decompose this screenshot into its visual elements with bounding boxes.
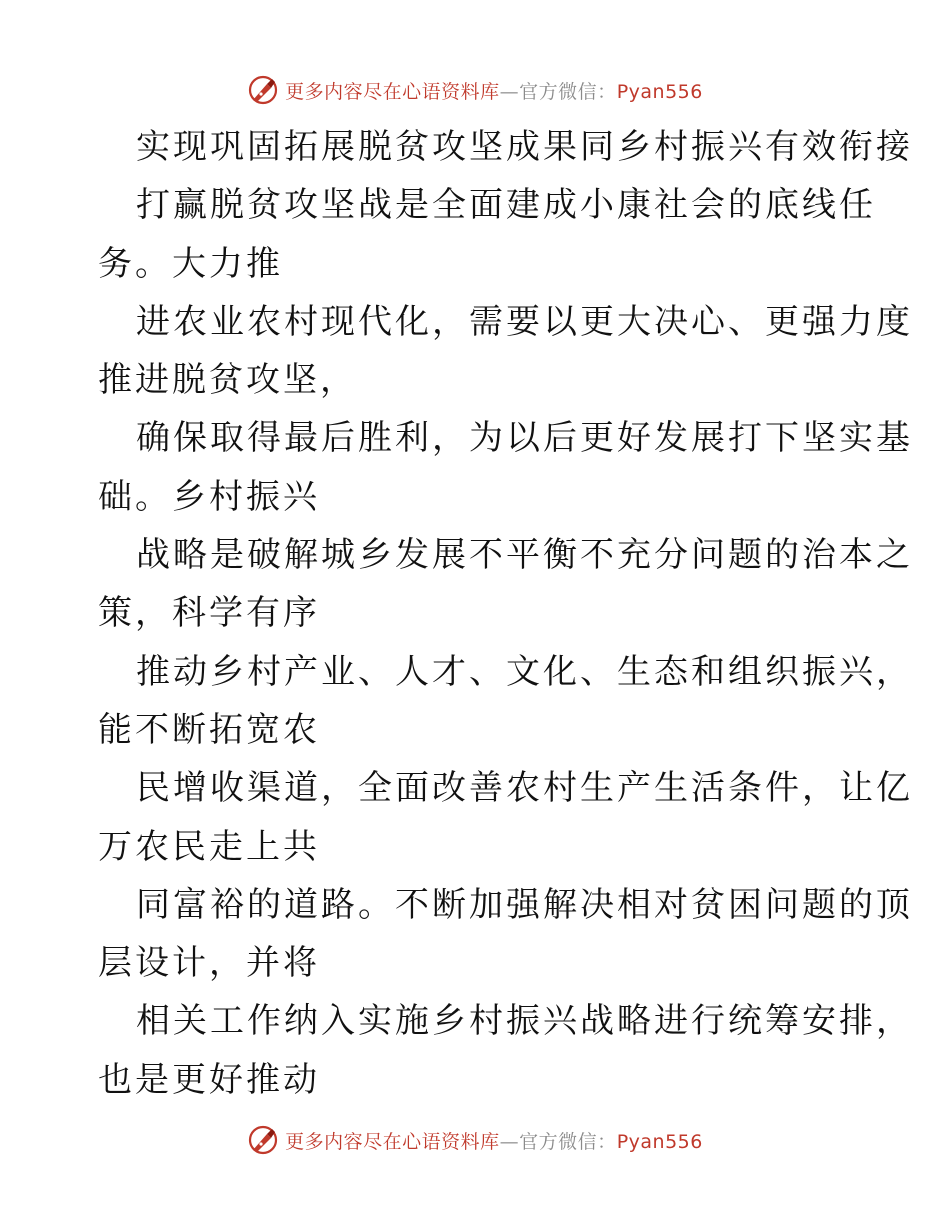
footer-banner-main: 更多内容尽在心语资料库: [285, 1130, 500, 1153]
pen-nib-logo-icon: [247, 1124, 279, 1156]
paragraph-line: 万农民走上共: [98, 826, 320, 867]
paragraph-line: 打赢脱贫攻坚战是全面建成小康社会的底线任: [136, 185, 876, 226]
paragraph-line: 民增收渠道，全面改善农村生产生活条件，让亿: [136, 768, 913, 809]
document-title-line: 实现巩固拓展脱贫攻坚成果同乡村振兴有效衔接: [136, 127, 913, 167]
footer-banner: [0, 1120, 950, 1160]
document-body: [98, 118, 913, 1109]
paragraph-line: 层设计，并将: [98, 943, 320, 984]
paragraph-line: 能不断拓宽农: [98, 709, 320, 750]
paragraph-line: 同富裕的道路。不断加强解决相对贫困问题的顶: [136, 884, 913, 925]
paragraph-line: 战略是破解城乡发展不平衡不充分问题的治本之: [136, 535, 913, 576]
footer-banner-wechat-id: Pyan556: [616, 1130, 703, 1153]
paragraph-line: 推进脱贫攻坚，: [98, 360, 357, 401]
pen-nib-logo-icon: [247, 74, 279, 106]
paragraph-line: 础。乡村振兴: [98, 476, 320, 517]
header-banner: [0, 70, 950, 110]
header-banner-separator: —: [499, 80, 520, 103]
header-banner-main: 更多内容尽在心语资料库: [285, 80, 500, 103]
paragraph-line: 确保取得最后胜利，为以后更好发展打下坚实基: [136, 418, 913, 459]
header-banner-wechat-id: Pyan556: [616, 80, 703, 103]
paragraph-line: 策，科学有序: [98, 593, 320, 634]
header-banner-text: [285, 77, 703, 104]
header-banner-wechat-label: 官方微信：: [519, 80, 617, 103]
footer-banner-wechat-label: 官方微信：: [519, 1130, 617, 1153]
footer-banner-text: [285, 1127, 703, 1154]
footer-banner-separator: —: [499, 1130, 520, 1153]
paragraph-line: 进农业农村现代化，需要以更大决心、更强力度: [136, 301, 913, 342]
paragraph-line: 相关工作纳入实施乡村振兴战略进行统筹安排，: [136, 1001, 913, 1042]
paragraph-line: 务。大力推: [98, 243, 283, 284]
paragraph-line: 也是更好推动: [98, 1059, 320, 1100]
paragraph-line: 推动乡村产业、人才、文化、生态和组织振兴，: [136, 651, 913, 692]
